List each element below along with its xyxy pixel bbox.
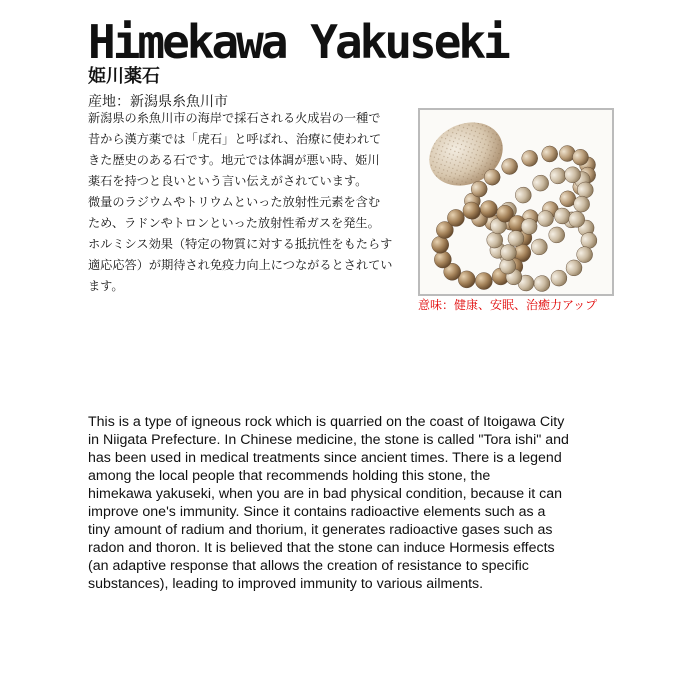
jp-line: ホルミシス効果（特定の物質に対する抵抗性をもたらす bbox=[88, 237, 393, 251]
jp-line: 昔から漢方薬では「虎石」と呼ばれ、治療に使われて bbox=[88, 132, 382, 146]
bead bbox=[512, 184, 535, 207]
en-line: among the local people that recommends holding this stone, the bbox=[88, 468, 491, 484]
en-line: has been used in medical treatments since ancient times. There is a legend bbox=[88, 450, 562, 466]
japanese-name: 姫川薬石 bbox=[88, 66, 160, 87]
jp-line: 新潟県の糸魚川市の海岸で採石される火成岩の一種で bbox=[88, 111, 381, 125]
meaning-caption: 意味：健康、安眠、治癒力アップ bbox=[418, 298, 598, 312]
english-description bbox=[88, 413, 648, 593]
jp-line: ます。 bbox=[88, 279, 124, 293]
bead bbox=[531, 273, 553, 294]
bead bbox=[529, 172, 552, 195]
en-line: himekawa yakuseki, when you are in bad physical condition, because it can bbox=[88, 486, 562, 502]
bead bbox=[539, 144, 560, 165]
en-line: improve one's immunity. Since it contains radioactive elements such as a bbox=[88, 504, 546, 520]
en-line: tiny amount of radium and thorium, it generates radioactive gases such as bbox=[88, 522, 553, 538]
stone-bracelets-illustration bbox=[420, 110, 612, 294]
origin-label: 産地：新潟県糸魚川市 bbox=[88, 94, 228, 110]
en-line: radon and thoron. It is believed that the stone can induce Hormesis effects bbox=[88, 540, 555, 556]
jp-line: ため、ラドンやトロンといった放射性希ガスを発生。 bbox=[88, 216, 380, 230]
bead bbox=[474, 271, 494, 291]
en-line: substances), leading to improved immunity to various ailments. bbox=[88, 576, 484, 592]
bead bbox=[519, 148, 540, 169]
japanese-description bbox=[88, 108, 400, 297]
bead bbox=[545, 224, 568, 247]
bead bbox=[499, 156, 520, 177]
en-line: in Niigata Prefecture. In Chinese medicine, the stone is called "Tora ishi" and bbox=[88, 432, 569, 448]
jp-line: 適応応答）が期待され免疫力向上につながるとされてい bbox=[88, 258, 393, 272]
jp-line: きた歴史のある石です。地元では体調が悪い時、姫川 bbox=[88, 153, 380, 167]
product-title: Himekawa Yakuseki bbox=[88, 15, 508, 69]
en-line: (an adaptive response that allows the creation of resistance to specific bbox=[88, 558, 529, 574]
jp-line: 薬石を持つと良いという言い伝えがされています。 bbox=[88, 174, 368, 188]
en-line: This is a type of igneous rock which is quarried on the coast of Itoigawa City bbox=[88, 414, 565, 430]
rock-icon bbox=[420, 111, 513, 197]
product-photo bbox=[418, 108, 614, 296]
jp-line: 微量のラジウムやトリウムといった放射性元素を含む bbox=[88, 195, 381, 209]
